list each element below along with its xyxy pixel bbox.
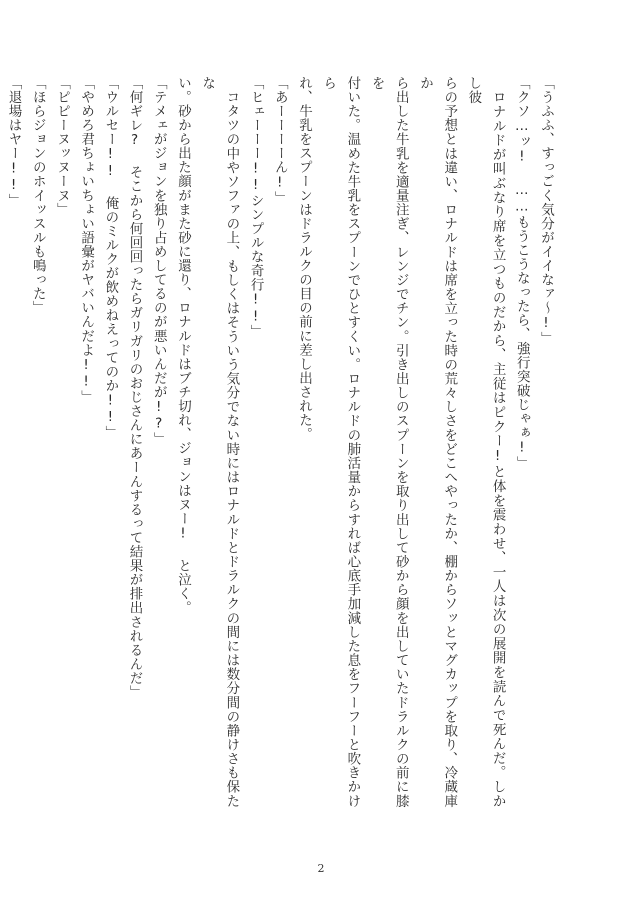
text-line: 「ピピーヌッヌーヌ」 (53, 76, 70, 217)
vertical-text-body (0, 76, 558, 808)
text-line: コタツの中やソファの上、もしくはそういう気分でない時にはロナルドとドラルクの間には数分間の静けさも保たな (199, 76, 240, 808)
text-line: 「何ギレ? そこから何回回ったらガリガリのおじさんにあーんするって結果が排出されるんだ」 (126, 76, 143, 700)
text-line: ロナルドが叫ぶなり席を立つものだから、主従はピクー!と体を震わせ、一人は次の展開を読んで死んだ。しかし彼 (465, 76, 506, 808)
text-line: 「やめろ君ちょいちょい語彙がヤバいんだよ!!」 (78, 76, 95, 405)
text-line: 「あーーーーん!」 (271, 76, 288, 205)
text-line: ら出した牛乳を適量注ぎ、レンジでチン。引き出しのスプーンを取り出して砂から顔を出していたドラルクの前に膝を (368, 76, 409, 808)
text-line: 「ヒェーーー!!シンプルな奇行!!」 (247, 76, 264, 339)
text-line: 「うふふ、すっごく気分がイイなァ〜!」 (538, 76, 554, 346)
text-line: 「退場はヤー!!」 (5, 76, 22, 208)
text-line: い。砂から出た顔がまた砂に還り、ロナルドはブチ切れ、ジョンはヌー! と泣く。 (174, 76, 191, 615)
text-line: 「ほらジョンのホイッスルも鳴った」 (29, 76, 46, 315)
page-number: 2 (317, 862, 325, 875)
text-line: 「ウルセー!! 俺のミルクが飲めねえってのか!!」 (102, 76, 119, 440)
text-line (0, 76, 1, 808)
text-line: 「テメェがジョンを独り占めしてるのが悪いんだが!?」 (150, 76, 167, 447)
text-line: らの予想とは違い、ロナルドは席を立った時の荒々しさをどこへやったか、棚からソッとマグカップを取り、冷蔵庫か (416, 76, 458, 808)
text-line: 付いた。温めた牛乳をスプーンでひとすくい。ロナルドの肺活量からすれば心底手加減した息をフーフーと吹きかけら (320, 76, 361, 808)
text-line: 「クソ…ッ! ……もうこうなったら、強行突破じゃぁ!」 (513, 76, 530, 471)
text-line: れ、牛乳をスプーンはドラルクの目の前に差し出された。 (295, 76, 312, 442)
